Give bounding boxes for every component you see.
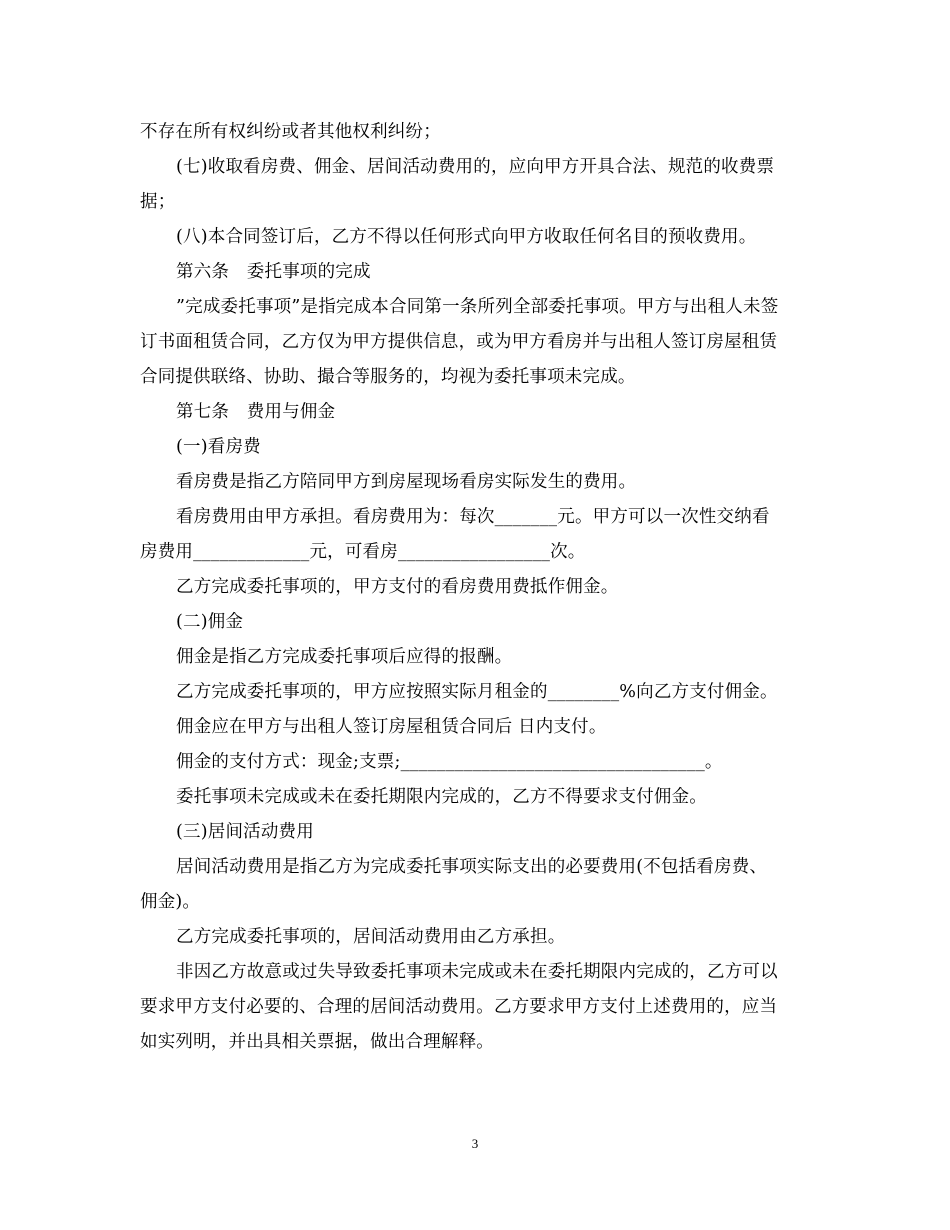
- paragraph-line: 要求甲方支付必要的、合理的居间活动费用。乙方要求甲方支付上述费用的，应当: [140, 997, 778, 1017]
- paragraph-line: 委托事项未完成或未在委托期限内完成的，乙方不得要求支付佣金。: [176, 787, 707, 807]
- paragraph-line: 佣金)。: [140, 892, 201, 912]
- paragraph-line: 据；: [140, 192, 176, 212]
- subsection-heading: (一)看房费: [176, 437, 261, 457]
- paragraph-line: 佣金应在甲方与出租人签订房屋租赁合同后 日内支付。: [176, 717, 607, 737]
- paragraph-line: ”完成委托事项”是指完成本合同第一条所列全部委托事项。甲方与出租人未签: [176, 297, 779, 317]
- paragraph-line: (八)本合同签订后，乙方不得以任何形式向甲方收取任何名目的预收费用。: [176, 227, 757, 247]
- subsection-heading: (二)佣金: [176, 612, 244, 632]
- paragraph-line: 房费用_____________元，可看房_________________次。: [140, 542, 586, 562]
- paragraph-line: (七)收取看房费、佣金、居间活动费用的，应向甲方开具合法、规范的收费票: [176, 157, 775, 177]
- section-heading: 第七条 费用与佣金: [176, 402, 336, 422]
- paragraph-line: 不存在所有权纠纷或者其他权利纠纷；: [140, 122, 441, 142]
- paragraph-line: 乙方完成委托事项的，居间活动费用由乙方承担。: [176, 927, 566, 947]
- subsection-heading: (三)居间活动费用: [176, 822, 314, 842]
- paragraph-line: 乙方完成委托事项的，甲方支付的看房费用费抵作佣金。: [176, 577, 619, 597]
- section-heading: 第六条 委托事项的完成: [176, 262, 371, 282]
- paragraph-line: 乙方完成委托事项的，甲方应按照实际月租金的________%向乙方支付佣金。: [176, 682, 778, 702]
- paragraph-line: 佣金的支付方式：现金;支票;__________________________________。: [176, 752, 723, 772]
- paragraph-line: 佣金是指乙方完成委托事项后应得的报酬。: [176, 647, 513, 667]
- paragraph-line: 看房费是指乙方陪同甲方到房屋现场看房实际发生的费用。: [176, 472, 637, 492]
- paragraph-line: 非因乙方故意或过失导致委托事项未完成或未在委托期限内完成的，乙方可以: [176, 962, 778, 982]
- paragraph-line: 合同提供联络、协助、撮合等服务的，均视为委托事项未完成。: [140, 367, 636, 387]
- page-number: 3: [471, 1136, 479, 1151]
- paragraph-line: 看房费用由甲方承担。看房费用为：每次_______元。甲方可以一次性交纳看: [176, 507, 770, 527]
- paragraph-line: 订书面租赁合同，乙方仅为甲方提供信息，或为甲方看房并与出租人签订房屋租赁: [140, 332, 778, 352]
- paragraph-line: 如实列明，并出具相关票据，做出合理解释。: [140, 1032, 494, 1052]
- paragraph-line: 居间活动费用是指乙方为完成委托事项实际支出的必要费用(不包括看房费、: [176, 857, 768, 877]
- document-body: [140, 115, 814, 1060]
